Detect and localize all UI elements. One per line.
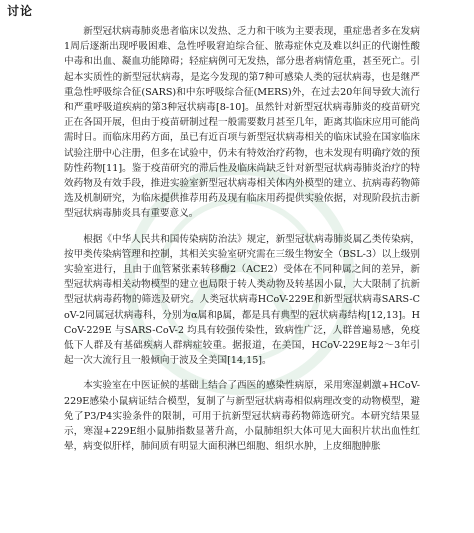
paragraph: 本实验室在中医证候的基础上结合了西医的感染性病原，采用寒湿刺激+HCoV-229E感染小鼠病证结合模型，复制了与新型冠状病毒相似病理改变的动物模型，避免了P3/P4实验条件的限制，可用于抗新型冠状病毒药物筛选研究。本研究结果显示，寒湿+229E组小鼠肺指数显著升高，小鼠肺组织大体可见大面积片状出血性红晕，病变似肝样，肺间质有明显大面积淋巴细胞、组织水肿，上皮细胞肿胀 — [64, 380, 420, 453]
paragraph: 新型冠状病毒肺炎患者临床以发热、乏力和干咳为主要表现，重症患者多在发病1周后逐渐出现呼吸困难、急性呼吸窘迫综合征、脓毒症休克及难以纠正的代谢性酸中毒和出血、凝血功能障碍；轻症病例可无发热，部分患者病情危重，甚至死亡。引起本实质性的新型冠状病毒，是迄今发现的第7种可感染人类的冠状病毒，也是继严重急性呼吸综合征(SARS)和中东呼吸综合征(MERS)外，在过去20年间导致大流行和严重呼吸道疾病的第3种冠状病毒[8-10]。虽然针对新型冠状病毒肺炎的疫苗研究正在各国开展，但由于疫苗研制过程一般需要数月甚至几年，距离其临床应用可能尚需时日。而临床用药方面，虽已有近百项与新型冠状病毒相关的临床试验在国家临床试验注册中心注册，但多在试验中，仍未有特效治疗药物，也未发现有明确疗效的预防性药物[11]。鉴于疫苗研究的滞后性及临床尚缺乏针对新型冠状病毒肺炎治疗的特效药物及有效手段，推进实验室新型冠状病毒相关体内外模型的建立、抗病毒药物筛选及机制研究，为临床提供推荐用药及现有临床用药提供实验依据，对现阶段抗击新型冠状病毒肺炎具有重要意义。 — [64, 26, 420, 220]
body-text — [64, 24, 420, 460]
paragraph: 根据《中华人民共和国传染病防治法》规定，新型冠状病毒肺炎属乙类传染病，按甲类传染病管理和控制，其相关实验室研究需在三级生物安全（BSL-3）以上级别实验室进行，且由于血管紧张素转移酶2（ACE2）受体在不同种属之间的差异，新型冠状病毒相关动物模型的建立也局限于转人类动物及转基因小鼠，大大限制了抗新型冠状病毒药物的筛选及研究。人类冠状病毒HCoV-229E和新型冠状病毒SARS-CoV-2同属冠状病毒科，分别为α属和β属，都是具有典型的冠状病毒结构[12,13]。HCoV-229E 与SARS-CoV-2 均具有较强传染性，致病性广泛，人群普遍易感，免疫低下人群及有基础疾病人群病症较重。据报道，在美国，HCoV-229E每2～3年引起一次大流行且一般倾向于波及全美国[14,15]。 — [64, 233, 420, 367]
section-heading: 讨论 — [7, 4, 34, 18]
